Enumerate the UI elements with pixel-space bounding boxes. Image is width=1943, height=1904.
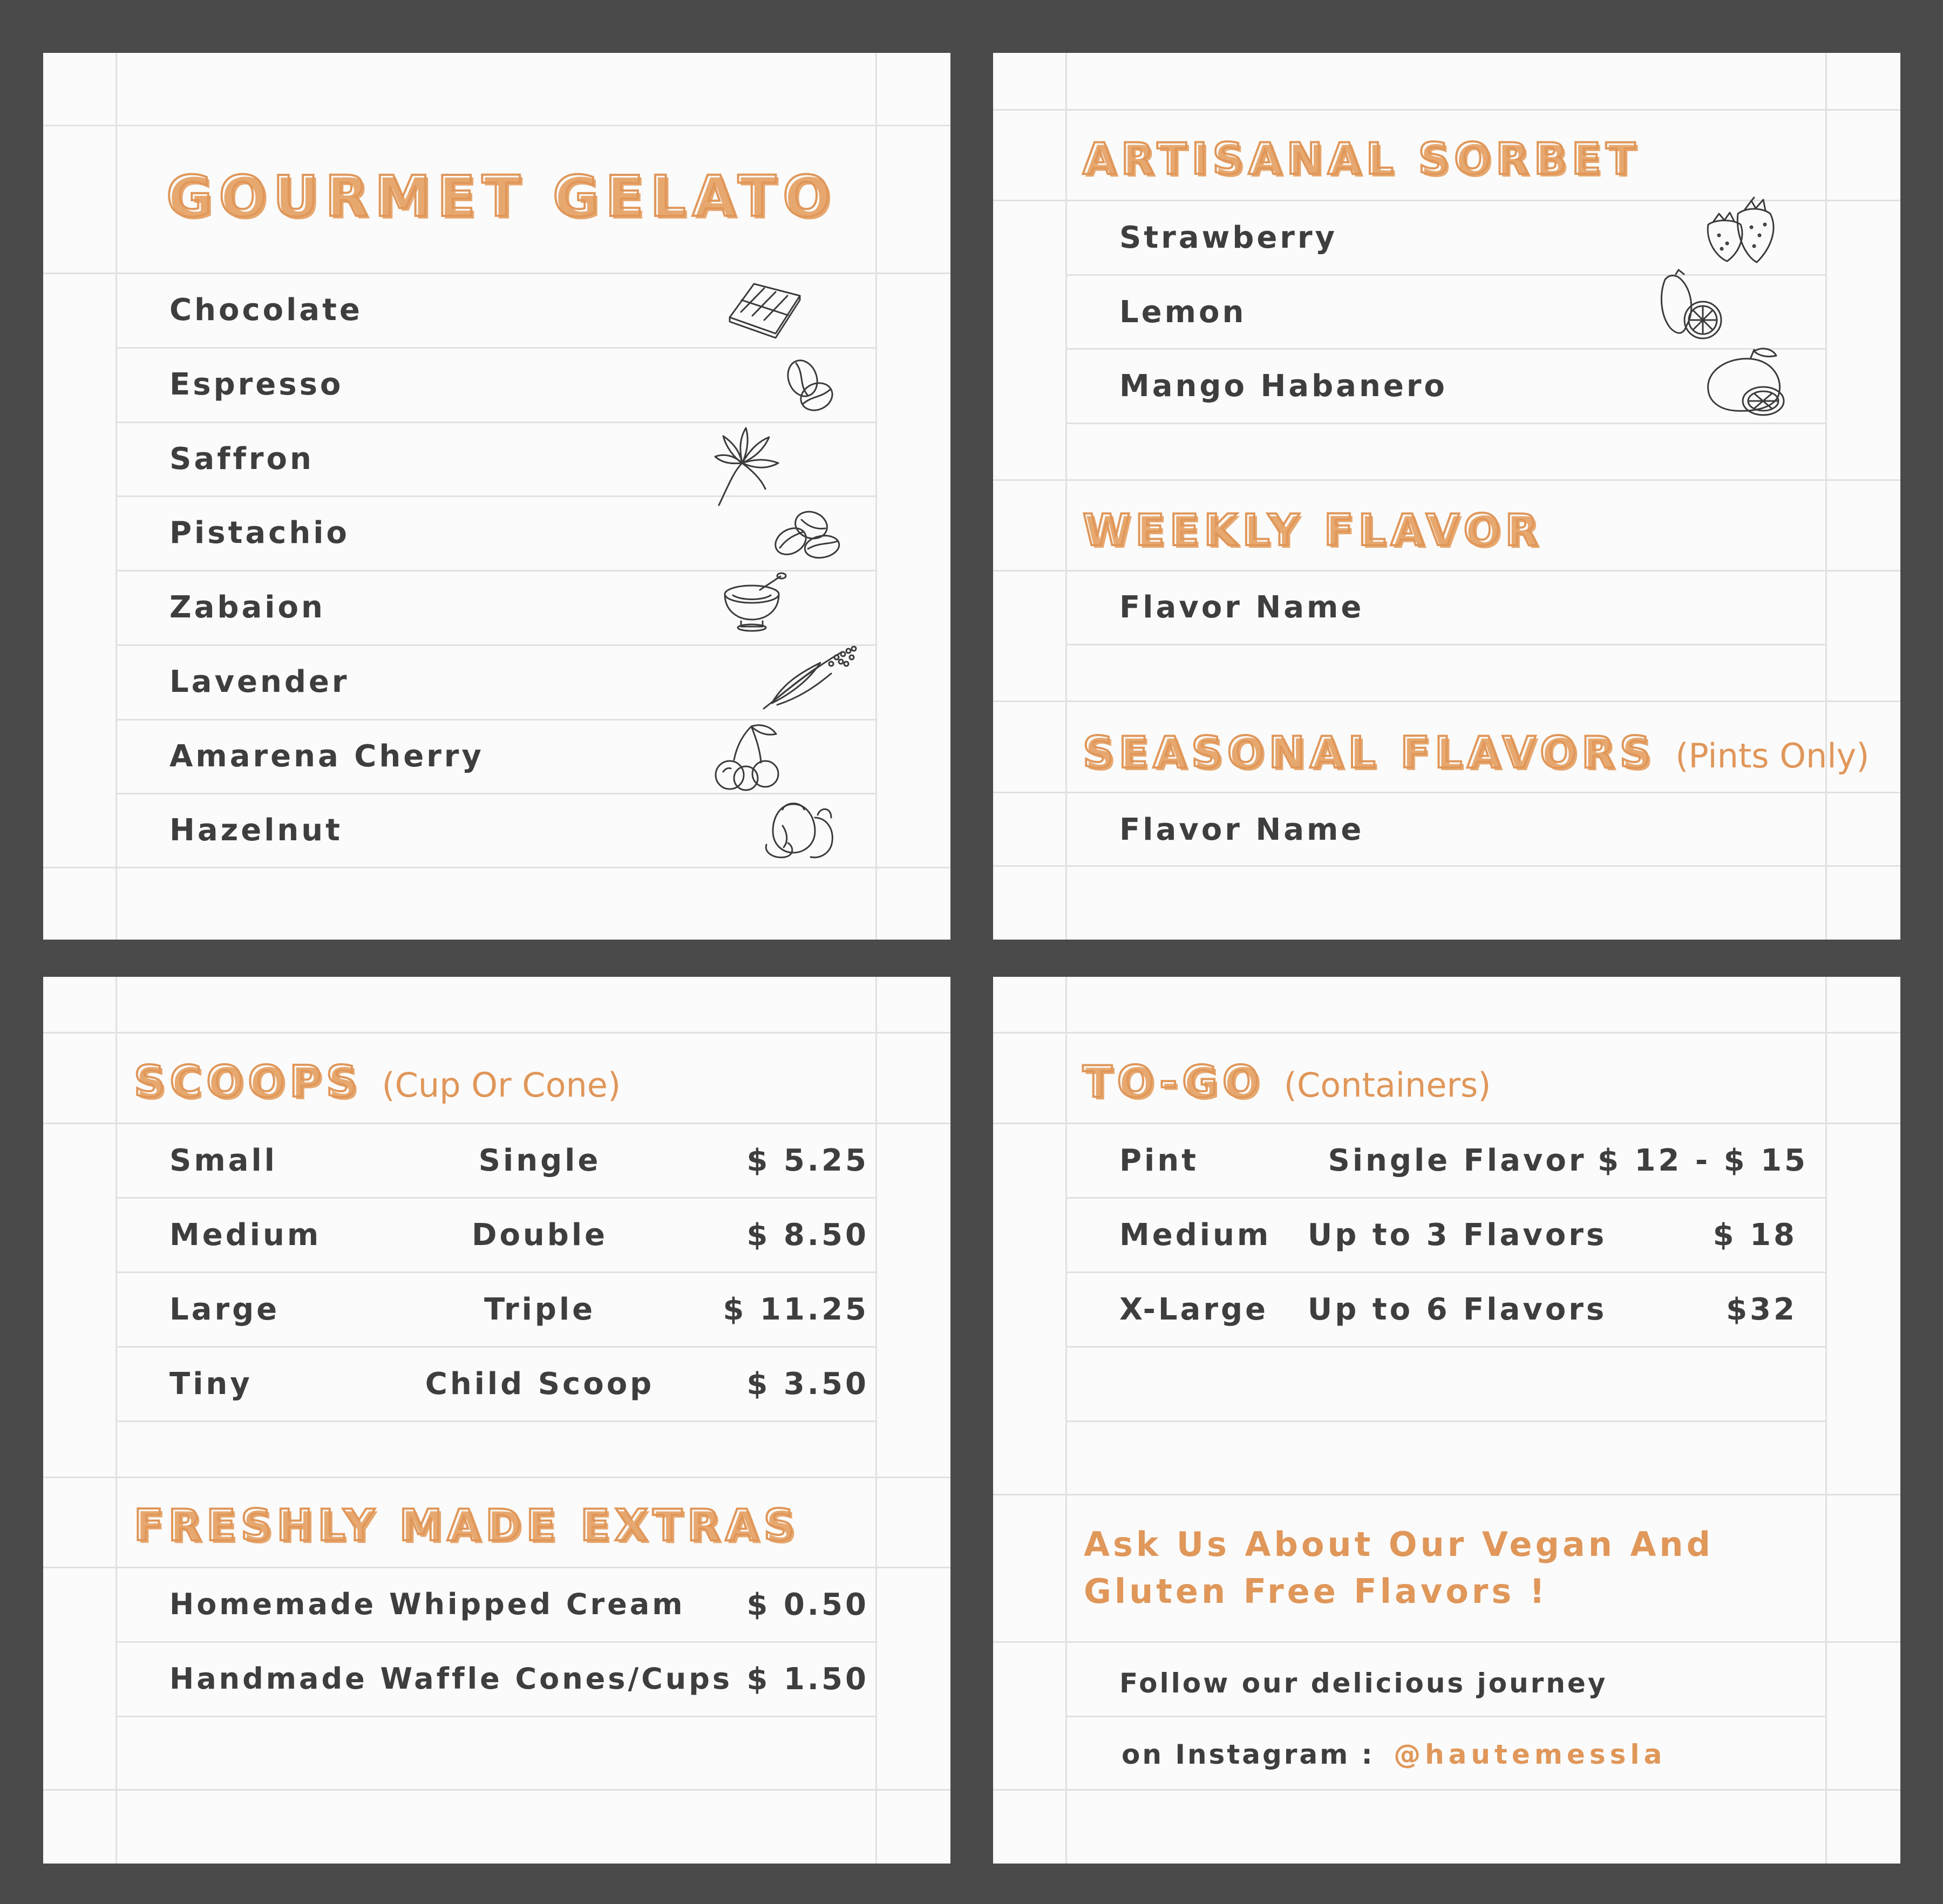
size-cell: Pint [1119,1143,1199,1178]
price-cell: $ 3.50 [746,1366,869,1402]
list-item: Strawberry [1119,220,1338,255]
scoops-panel [43,977,950,1864]
extra-price: $ 0.50 [746,1587,869,1622]
custard-bowl-icon [722,574,787,633]
instagram-handle-link[interactable]: @hautemessla [1394,1739,1667,1770]
mango-icon [1703,347,1789,420]
list-item: Lavender [169,664,350,699]
list-item: Mango Habanero [1119,369,1448,404]
gelato-panel [43,53,950,940]
list-item: Pistachio [169,515,350,550]
price-cell: $ 8.50 [746,1218,869,1253]
desc-cell: Double [471,1218,608,1253]
list-item: Saffron [169,441,314,477]
list-item: Zabaion [169,590,325,625]
seasonal-title [1083,727,1869,778]
togo-subtitle: (Containers) [1283,1065,1491,1105]
extra-label: Handmade Waffle Cones/Cups [169,1662,733,1696]
list-item: Chocolate [169,293,363,328]
desc-cell: Single [478,1143,601,1178]
list-item: Amarena Cherry [169,739,484,774]
size-cell: Small [169,1143,277,1178]
list-item: Flavor Name [1119,590,1364,625]
togo-title [1083,1057,1491,1107]
scoops-title [134,1057,621,1107]
instagram-line [1122,1739,1666,1770]
scoops-subtitle: (Cup Or Cone) [382,1065,621,1105]
extra-price: $ 1.50 [746,1662,869,1697]
desc-cell: Child Scoop [425,1366,655,1402]
price-cell: $ 12 - $ 15 [1598,1143,1809,1178]
vegan-note-line2: Gluten Free Flavors ! [1084,1572,1548,1611]
price-cell: $ 5.25 [746,1143,869,1178]
togo-title-text: TO-GO [1083,1057,1264,1107]
size-cell: Tiny [169,1366,253,1402]
chocolate-bar-icon [724,280,805,339]
hazelnuts-icon [761,793,837,861]
list-item: Espresso [169,367,344,402]
togo-panel [993,977,1900,1864]
follow-text: Follow our delicious journey [1119,1668,1608,1699]
lemon-icon [1654,269,1730,344]
vegan-note-line1: Ask Us About Our Vegan And [1084,1525,1714,1564]
seasonal-title-text: SEASONAL FLAVORS [1083,727,1656,778]
gelato-title: GOURMET GELATO [166,164,837,229]
size-cell: Large [169,1292,280,1327]
seasonal-subtitle: (Pints Only) [1675,736,1870,776]
weekly-title: WEEKLY FLAVOR [1083,505,1544,555]
desc-cell: Triple [484,1292,596,1327]
size-cell: X-Large [1119,1292,1269,1327]
pistachio-icon [769,504,845,563]
price-cell: $32 [1726,1292,1797,1327]
desc-cell: Up to 3 Flavors [1307,1218,1607,1253]
scoops-title-text: SCOOPS [134,1057,362,1107]
instagram-prefix: on Instagram : [1122,1739,1375,1770]
extra-label: Homemade Whipped Cream [169,1587,685,1621]
price-cell: $ 18 [1713,1218,1797,1253]
sorbet-title: ARTISANAL SORBET [1083,134,1640,184]
coffee-beans-icon [780,358,839,417]
extras-title: FRESHLY MADE EXTRAS [134,1500,800,1551]
desc-cell: Up to 6 Flavors [1307,1292,1607,1327]
list-item: Hazelnut [169,813,343,848]
list-item: Flavor Name [1119,812,1364,847]
desc-cell: Single Flavor [1328,1143,1587,1178]
list-item: Lemon [1119,295,1247,330]
size-cell: Medium [1119,1218,1272,1253]
price-cell: $ 11.25 [723,1292,869,1327]
cherries-icon [712,722,783,792]
size-cell: Medium [169,1218,322,1253]
saffron-flower-icon [712,425,783,506]
sorbet-panel [993,53,1900,940]
strawberries-icon [1703,198,1784,268]
lavender-sprig-icon [761,641,858,711]
